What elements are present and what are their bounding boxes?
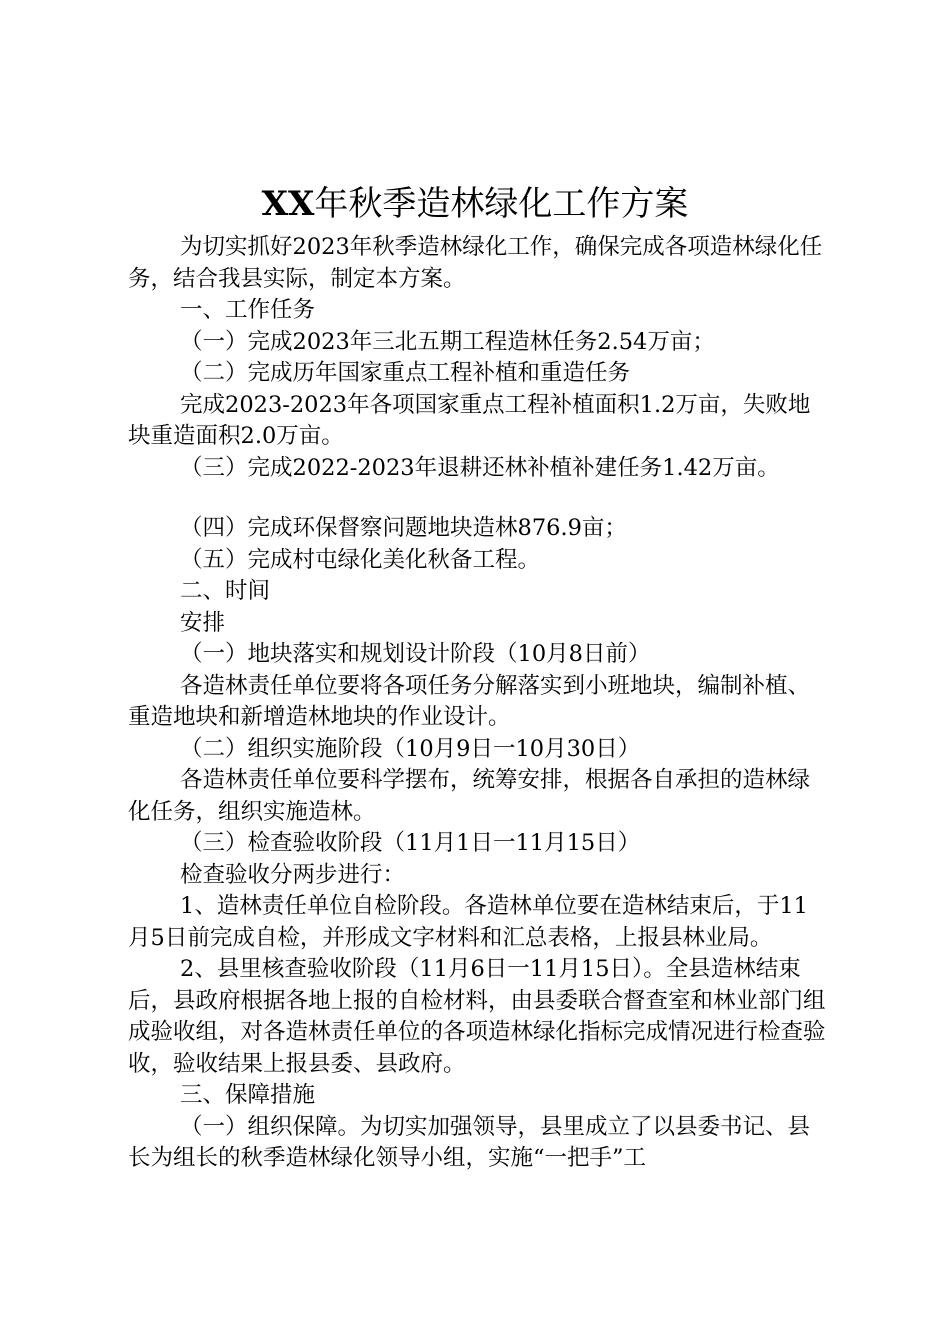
- document-body: [128, 232, 828, 1175]
- phase-3-heading: （三）检查验收阶段（11月1日一11月15日）: [180, 830, 641, 856]
- document-title: [0, 180, 950, 228]
- heading-safeguards: 三、保障措施: [180, 1082, 316, 1108]
- phase-1-heading: （一）地块落实和规划设计阶段（10月8日前）: [180, 641, 651, 667]
- paragraph-gap: [128, 484, 828, 513]
- heading-time: 二、时间: [180, 578, 271, 604]
- phase-3-step-2: 2、县里核查验收阶段（11月6日一11月15日）。全县造林结束后，县政府根据各地上报的自检材料，由县委联合督查室和林业部门组成验收组，对各造林责任单位的各项造林绿化指标完成情况进行检查验收，验收结果上报县委、县政府。: [128, 956, 826, 1077]
- phase-1-detail: 各造林责任单位要将各项任务分解落实到小班地块，编制补植、重造地块和新增造林地块的作业设计。: [128, 672, 811, 730]
- title-text: 年秋季造林绿化工作方案: [314, 184, 689, 224]
- phase-2-heading: （二）组织实施阶段（10月9日一10月30日）: [180, 735, 641, 762]
- safeguard-1: （一）组织保障。为切实加强领导，县里成立了以县委书记、县长为组长的秋季造林绿化领导小组，实施“一把手”工: [128, 1113, 811, 1171]
- task-item-1: （一）完成2023年三北五期工程造林任务2.54万亩；: [180, 328, 715, 355]
- paragraph-intro: 为切实抓好2023年秋季造林绿化工作，确保完成各项造林绿化任务，结合我县实际，制定本方案。: [128, 234, 823, 292]
- task-item-5: （五）完成村屯绿化美化秋备工程。: [180, 546, 541, 573]
- task-item-4: （四）完成环保督察问题地块造林876.9亩；: [180, 515, 627, 541]
- title-prefix: XX: [261, 184, 315, 224]
- heading-work-tasks: 一、工作任务: [180, 297, 316, 323]
- phase-2-detail: 各造林责任单位要科学摆布，统筹安排，根据各自承担的造林绿化任务，组织实施造林。: [128, 767, 811, 825]
- task-item-2-detail: 完成2023-2023年各项国家重点工程补植面积1.2万亩，失败地块重造面积2.0万亩。: [128, 391, 811, 449]
- phase-3-step-1: 1、造林责任单位自检阶段。各造林单位要在造林结束后，于11月5日前完成自检，并形成文字材料和汇总表格，上报县林业局。: [128, 893, 808, 951]
- phase-3-intro: 检查验收分两步进行：: [180, 861, 406, 888]
- task-item-3: （三）完成2022-2023年退耕还林补植补建任务1.42万亩。: [180, 454, 780, 481]
- task-item-2: （二）完成历年国家重点工程补植和重造任务: [180, 360, 631, 386]
- heading-time-arrangement: 安排: [180, 609, 226, 636]
